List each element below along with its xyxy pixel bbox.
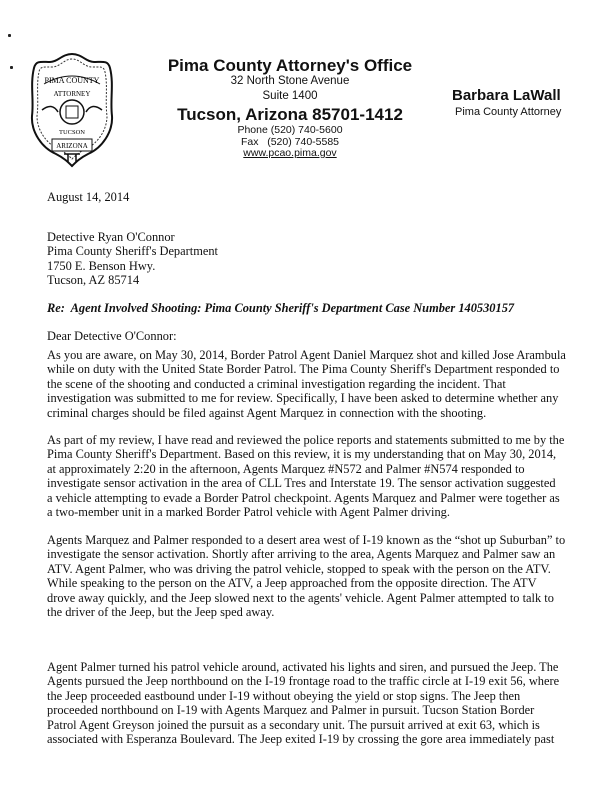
recipient-line: Detective Ryan O'Connor: [47, 230, 175, 244]
body-line: Agents Marquez and Palmer responded to a desert area west of I-19 known as the “shot up Suburban” to: [47, 533, 566, 547]
body-line: As you are aware, on May 30, 2014, Border Patrol Agent Daniel Marquez shot and killed Jose Arambula: [47, 348, 566, 362]
office-name: Pima County Attorney's Office: [167, 56, 413, 75]
attorney-name: Barbara LaWall: [452, 87, 561, 104]
body-line: drove away quickly, and the Jeep slowed next to the agents' vehicle. Agent Palmer attempted to talk to: [47, 590, 554, 605]
body-line: the driver of the Jeep, but the Jeep sped away.: [47, 605, 275, 620]
body-paragraph: [47, 348, 566, 420]
body-line: associated with Esperanza Boulevard. The Jeep exited I-19 by crossing the gore area immediately past: [47, 732, 555, 747]
body-paragraph: [47, 660, 559, 746]
body-line: at approximately 2:20 in the afternoon, Agents Marquez #N572 and Palmer #N574 responded to: [47, 461, 525, 476]
body-paragraph: [47, 533, 565, 619]
office-phone: Phone (520) 740-5600: [237, 124, 343, 136]
body-line: Agent Palmer turned his patrol vehicle around, activated his lights and siren, and pursued the Jeep. The: [47, 660, 559, 674]
body-line: a two-member unit in a marked Border Patrol vehicle with Agent Palmer driving.: [47, 505, 450, 520]
body-line: proceeded northbound on I-19 with Agents Marquez and Palmer in pursuit. Tucson Station Border: [47, 703, 535, 718]
body-line: Agents pursued the Jeep northbound on the I-19 frontage road to the traffic circle at I-19 exit 56, where: [47, 674, 560, 689]
body-line: ATV. Agent Palmer, who was driving the patrol vehicle, stopped to speak with the person on the ATV.: [47, 561, 551, 576]
body-line: Pima County Sheriff's Department. Based on this review, it is my understanding that on May 30, 2014,: [47, 447, 557, 462]
office-suite: Suite 1400: [262, 90, 318, 102]
badge-text-county: PIMA COUNTY: [44, 76, 100, 85]
badge-logo: [28, 50, 116, 168]
salutation: Dear Detective O'Connor:: [47, 329, 177, 343]
recipient-line: 1750 E. Benson Hwy.: [47, 258, 156, 273]
body-paragraph: [47, 433, 564, 519]
body-line: criminal charges should be filed against Agent Marquez in connection with the shooting.: [47, 405, 487, 420]
attorney-title: Pima County Attorney: [455, 106, 562, 118]
body-line: while on duty with the United State Border Patrol. The Pima County Sheriff's Department responded to: [47, 362, 560, 377]
office-city: Tucson, Arizona 85701-1412: [177, 105, 403, 124]
recipient-address: [47, 230, 218, 288]
badge-text-arizona: ARIZONA: [56, 142, 88, 150]
body-line: Patrol Agent Greyson joined the pursuit as a secondary unit. The pursuit arrived at exit 63, which is: [47, 717, 540, 732]
body-line: the scene of the shooting and conducted a criminal investigation regarding the incident. That: [47, 376, 506, 391]
office-website-link[interactable]: www.pcao.pima.gov: [243, 147, 337, 159]
scan-speck: [8, 34, 11, 37]
office-street: 32 North Stone Avenue: [230, 75, 350, 87]
scan-speck: [10, 66, 13, 69]
body-line: investigate the sensor activation. Shortly after arriving to the area, Agents Marquez and Palmer saw an: [47, 547, 556, 562]
recipient-line: Pima County Sheriff's Department: [47, 244, 218, 259]
office-fax: Fax (520) 740-5585: [240, 136, 340, 148]
recipient-line: Tucson, AZ 85714: [47, 273, 140, 288]
body-line: a vehicle attempting to evade a Border Patrol checkpoint. Agents Marquez and Palmer were together as: [47, 490, 560, 505]
badge-text-tucson: TUCSON: [58, 129, 86, 136]
body-line: investigate sensor activation in the area of CLL Tres and Interstate 19. The sensor activation suggested: [47, 476, 556, 491]
body-line: investigation was submitted to me for review. Specifically, I have been asked to determine whether any: [47, 391, 559, 406]
body-line: the Jeep proceeded eastbound under I-19 without obeying the yield or stop signs. The Jeep then: [47, 688, 521, 703]
badge-text-attorney: ATTORNEY: [53, 90, 91, 98]
body-line: As part of my review, I have read and reviewed the police reports and statements submitted to me by the: [47, 433, 565, 447]
subject-line: Re: Agent Involved Shooting: Pima County Sheriff's Department Case Number 140530157: [47, 301, 515, 315]
body-line: While speaking to the person on the ATV, a Jeep approached from the opposite direction. The ATV: [47, 576, 537, 591]
letter-date: August 14, 2014: [47, 190, 130, 204]
